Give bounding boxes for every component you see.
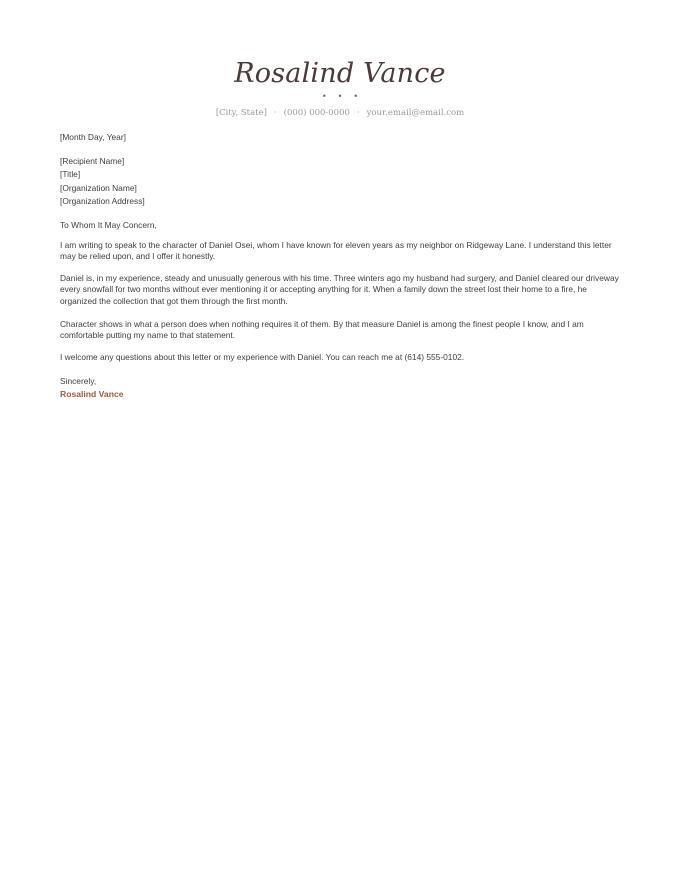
letter-header [0, 58, 680, 119]
contact-separator: · [356, 108, 360, 118]
letter-date: [Month Day, Year] [60, 132, 126, 142]
contact-email: your.email@email.com [366, 108, 465, 118]
recipient-block [60, 155, 622, 209]
salutation: To Whom It May Concern, [60, 220, 157, 230]
recipient-address: [Organization Address] [60, 196, 145, 207]
paragraph-1: I am writing to speak to the character of Daniel Osei, whom I have known for eleven years as my neighbor on Ridgeway Lane. I understand this letter may be relied upon, and I offer it honestly. [60, 240, 612, 262]
signature: Rosalind Vance [60, 389, 124, 399]
contact-phone: (000) 000-0000 [283, 108, 350, 118]
paragraph-3: Character shows in what a person does when nothing requires it of them. By that measure Daniel is among the finest people I know, and I am comfortable putting my name to that statement. [60, 319, 584, 341]
contact-city-state: [City, State] [215, 108, 267, 118]
decorative-dots: • • • [322, 91, 363, 101]
recipient-name: [Recipient Name] [60, 156, 125, 166]
recipient-title: [Title] [60, 169, 81, 180]
sender-name: Rosalind Vance [234, 58, 446, 89]
closing: Sincerely, [60, 376, 97, 386]
contact-line [0, 107, 680, 119]
paragraph-4: I welcome any questions about this letter or my experience with Daniel. You can reach me at (614) 555-0102. [60, 352, 465, 362]
paragraph-2: Daniel is, in my experience, steady and unusually generous with his time. Three winters ago my husband had surgery, and Daniel cleared our driveway every snowfall for two months without ever mentioning it or accepting anything for it. When a family down the street lost their home to a fire, he organized the collection that got them through the first month. [60, 273, 619, 306]
contact-separator: · [273, 108, 277, 118]
recipient-organization: [Organization Name] [60, 182, 137, 193]
